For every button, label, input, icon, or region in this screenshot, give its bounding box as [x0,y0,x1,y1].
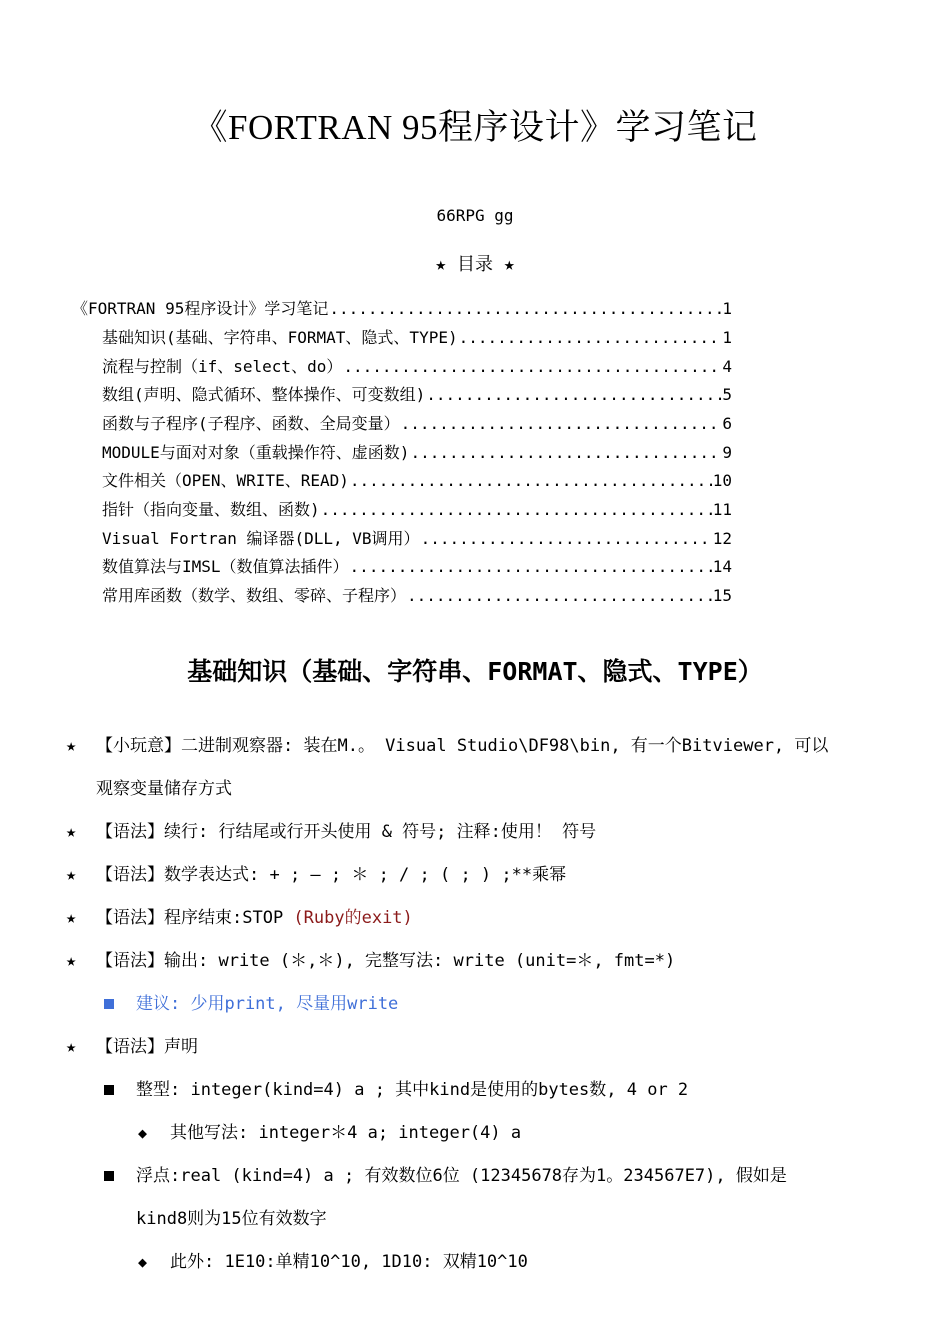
list-item-text: 【语法】续行: 行结尾或行开头使用 & 符号; 注释:使用！ 符号 [96,822,597,842]
toc-entry-title: 文件相关（OPEN、WRITE、READ) [102,471,349,490]
star-bullet-icon: ★ [66,1037,77,1057]
toc-entry-title: 基础知识(基础、字符串、FORMAT、隐式、TYPE) [102,328,458,347]
toc-page-number: 12 [712,529,732,548]
square-bullet-icon [104,1171,114,1181]
toc-entry[interactable] [102,555,732,579]
list-item-text: 【语法】数学表达式: + ; — ; ＊ ; / ; ( ; ) ;**乘幂 [96,865,567,885]
toc-page-number: 11 [712,500,732,519]
list-item-text: 其他写法: integer＊4 a; integer(4) a [170,1123,522,1143]
toc-entry-title: MODULE与面对对象（重载操作符、虚函数) [102,443,410,462]
diamond-bullet-icon: ◆ [138,1253,148,1271]
square-bullet-icon [104,1085,114,1095]
toc-page-number: 1 [722,299,732,318]
toc-entry-title: 常用库函数（数学、数组、零碎、子程序） [102,586,407,605]
toc-entry[interactable] [102,527,732,551]
toc-page-number: 15 [712,586,732,605]
toc-leader-dots [459,326,722,350]
toc-entry-title: 流程与控制（if、select、do） [102,357,343,376]
toc-entry[interactable] [102,584,732,608]
toc-leader-dots [401,412,722,436]
star-bullet-icon: ★ [66,951,77,971]
toc-page-number: 10 [712,471,732,490]
toc-entry[interactable] [72,297,732,321]
toc-entry-title: 数组(声明、隐式循环、整体操作、可变数组) [102,385,426,404]
toc-entry-title: 《FORTRAN 95程序设计》学习笔记 [72,299,329,318]
toc-entry-title: 数值算法与IMSL（数值算法插件） [102,557,349,576]
toc-entry[interactable] [102,383,732,407]
toc-leader-dots [407,584,712,608]
toc-leader-dots [421,527,712,551]
toc-page-number: 14 [712,557,732,576]
toc-entry[interactable] [102,469,732,493]
toc-entry[interactable] [102,412,732,436]
star-bullet-icon: ★ [66,865,77,885]
toc-leader-dots [350,555,712,579]
toc-page-number: 1 [722,328,732,347]
list-item-text: 【小玩意】二进制观察器: 装在M.。 Visual Studio\DF98\bin, 有一个Bitviewer, 可以 [96,736,829,756]
toc-entry-title: 函数与子程序(子程序、函数、全局变量） [102,414,400,433]
list-item-text: 整型: integer(kind=4) a ; 其中kind是使用的bytes数, 4 or 2 [136,1080,689,1100]
toc-entry-title: Visual Fortran 编译器(DLL, VB调用） [102,529,420,548]
section-heading: 基础知识（基础、字符串、FORMAT、隐式、TYPE） [187,657,763,686]
toc-page-number: 9 [722,443,732,462]
document-title: 《FORTRAN 95程序设计》学习笔记 [192,108,758,147]
star-bullet-icon: ★ [66,908,77,928]
toc-leader-dots [350,469,712,493]
toc-entry-title: 指针（指向变量、数组、函数) [102,500,320,519]
diamond-bullet-icon: ◆ [138,1124,148,1142]
list-item-text: 【语法】程序结束:STOP [96,908,294,928]
toc-entry[interactable] [102,355,732,379]
author-line: 66RPG gg [436,206,514,225]
toc-leader-dots [426,383,721,407]
star-bullet-icon: ★ [66,822,77,842]
square-bullet-icon [104,999,114,1009]
toc-entry[interactable] [102,498,732,522]
toc-heading: ★ 目录 ★ [435,254,515,275]
toc-leader-dots [329,297,721,321]
list-item-text: 浮点:real (kind=4) a ; 有效数位6位 (12345678存为1。234567E7), 假如是 [136,1166,787,1186]
toc-entry[interactable] [102,326,732,350]
toc-page-number: 5 [722,385,732,404]
toc-leader-dots [321,498,712,522]
toc-entry[interactable] [102,441,732,465]
list-item-text: 此外: 1E10:单精10^10, 1D10: 双精10^10 [170,1252,528,1272]
toc-page-number: 4 [722,357,732,376]
blue-advice-text: 建议: 少用print, 尽量用write [136,994,399,1014]
list-item-text: 【语法】输出: write (＊,＊), 完整写法: write (unit=＊, fmt=*) [96,951,676,971]
toc-page-number: 6 [722,414,732,433]
red-annotation: (Ruby的exit) [293,908,413,928]
toc-leader-dots [343,355,721,379]
list-item-text: 【语法】声明 [96,1037,198,1057]
toc-leader-dots [410,441,721,465]
list-item-text-continued: 观察变量储存方式 [96,779,232,799]
star-bullet-icon: ★ [66,736,77,756]
list-item-text-continued: kind8则为15位有效数字 [136,1209,327,1229]
